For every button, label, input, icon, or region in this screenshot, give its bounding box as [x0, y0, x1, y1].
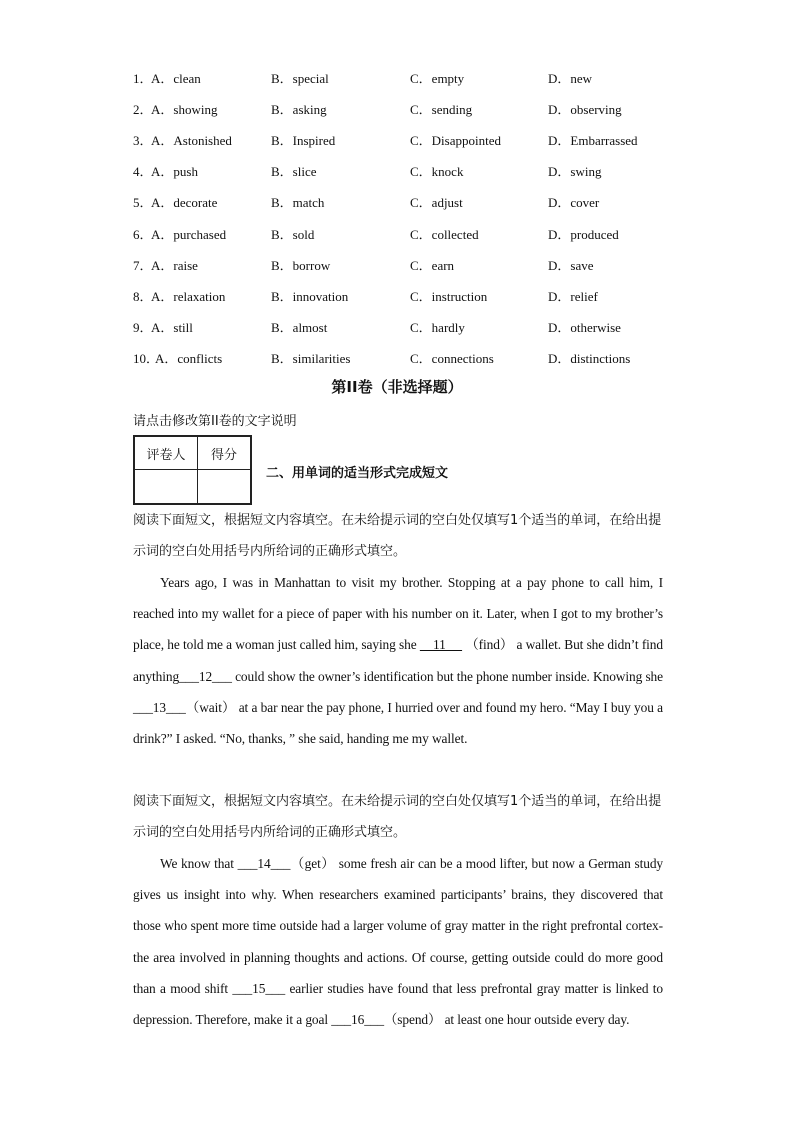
option-row — [133, 224, 693, 244]
option-c[interactable]: C．sending — [410, 102, 473, 118]
passage-1-text: （find） a wallet. But she didn’t find anything — [133, 637, 663, 684]
blank-14[interactable]: ___14___ — [237, 856, 291, 871]
option-b[interactable]: B．borrow — [271, 257, 331, 273]
passage-2-text: （get） some fresh air can be a mood lifter, but now a German study gives us insight into why. When researchers examined participants’ brains, they discovered that those who spent more time outside had a larger volume of gray matter in the right prefrontal cortex-the area involved in planning thoughts and actions. Of course, getting outside could do more good than a mood shift — [133, 856, 664, 996]
option-d[interactable]: D．relief — [548, 288, 598, 304]
question-number: 6． — [133, 226, 153, 242]
passage-2-text: （spend） at least one hour outside every day. — [384, 1012, 630, 1028]
option-c[interactable]: C．connections — [410, 350, 494, 366]
blank-15[interactable]: ___15___ — [232, 980, 286, 996]
question-number: 9． — [133, 319, 153, 335]
passage-1-text: could show the owner’s identification but the phone number inside. Knowing she — [231, 668, 663, 684]
option-a[interactable]: A．showing — [151, 102, 218, 118]
option-b[interactable]: B．special — [271, 71, 329, 86]
option-a[interactable]: A．still — [151, 319, 193, 335]
passage-1-text: Years ago, I was in Manhattan to visit my brother. Stopping at a pay phone to call him, I reached into my wallet for a piece of paper with his number on it. Later, when I got to my brother’s place, he told me a woman just called him, saying she — [133, 575, 663, 653]
option-c[interactable]: C．instruction — [410, 288, 488, 304]
question-number: 3． — [133, 133, 153, 149]
option-row — [133, 317, 693, 337]
score-cell[interactable] — [198, 470, 252, 505]
question-number: 8． — [133, 288, 153, 304]
blank-13[interactable]: ___13___ — [133, 699, 186, 715]
option-b[interactable]: B．match — [271, 195, 325, 211]
reviewer-cell[interactable] — [134, 470, 198, 505]
blank-11[interactable]: 11 — [419, 637, 463, 653]
option-c[interactable]: C．Disappointed — [410, 133, 501, 149]
reviewer-header: 评卷人 — [134, 436, 198, 470]
option-d[interactable]: D．Embarrassed — [548, 133, 638, 149]
blank-12[interactable]: ___12___ — [179, 668, 232, 684]
passage-2 — [133, 848, 663, 1035]
option-a[interactable]: A．purchased — [151, 226, 227, 242]
option-a[interactable]: A．push — [151, 164, 198, 180]
question-number: 1． — [133, 71, 153, 86]
option-row — [133, 99, 693, 119]
option-d[interactable]: D．swing — [548, 164, 602, 180]
option-a[interactable]: A．raise — [151, 257, 198, 273]
option-d[interactable]: D．new — [548, 71, 593, 86]
instruction-1: 阅读下面短文，根据短文内容填空。在未给提示词的空白处仅填写1个适当的单词，在给出提示词的空白处用括号内所给词的正确形式填空。 — [133, 513, 662, 559]
score-table — [133, 435, 252, 505]
instruction-2: 阅读下面短文，根据短文内容填空。在未给提示词的空白处仅填写1个适当的单词，在给出提示词的空白处用括号内所给词的正确形式填空。 — [133, 794, 662, 840]
option-row — [133, 68, 693, 88]
option-a[interactable]: A．relaxation — [151, 288, 226, 304]
option-c[interactable]: C．hardly — [410, 319, 465, 335]
question-number: 2． — [133, 102, 153, 118]
option-c[interactable]: C．empty — [410, 71, 465, 86]
option-d[interactable]: D．distinctions — [548, 350, 631, 366]
score-header: 得分 — [198, 436, 252, 470]
blank-16[interactable]: ___16___ — [331, 1012, 384, 1028]
option-b[interactable]: B．sold — [271, 226, 315, 242]
option-d[interactable]: D．cover — [548, 195, 600, 211]
option-d[interactable]: D．otherwise — [548, 319, 621, 335]
option-row — [133, 130, 693, 150]
option-d[interactable]: D．produced — [548, 226, 619, 242]
option-a[interactable]: A．conflicts — [155, 350, 223, 366]
option-d[interactable]: D．observing — [548, 102, 622, 118]
option-row — [133, 255, 693, 275]
option-c[interactable]: C．collected — [410, 226, 479, 242]
option-b[interactable]: B．Inspired — [271, 133, 336, 149]
option-d[interactable]: D．save — [548, 257, 594, 273]
option-row — [133, 286, 693, 306]
option-c[interactable]: C．adjust — [410, 195, 463, 211]
passage-2-text: We know that — [160, 856, 238, 871]
option-b[interactable]: B．asking — [271, 102, 327, 118]
question-number: 4． — [133, 164, 153, 180]
option-a[interactable]: A．Astonished — [151, 133, 232, 149]
part-title: 二、用单词的适当形式完成短文 — [266, 466, 449, 481]
option-row — [133, 348, 693, 368]
section-note: 请点击修改第II卷的文字说明 — [133, 414, 297, 429]
option-c[interactable]: C．earn — [410, 257, 455, 273]
option-a[interactable]: A．decorate — [151, 195, 218, 211]
question-number: 7． — [133, 257, 153, 273]
option-b[interactable]: B．innovation — [271, 288, 349, 304]
option-b[interactable]: B．slice — [271, 164, 317, 180]
option-a[interactable]: A．clean — [151, 71, 201, 86]
question-number: 10． — [133, 350, 160, 366]
passage-2-text: earlier studies have found that less prefrontal gray matter is linked to depression. Therefore, make it a goal — [133, 980, 663, 1028]
option-row — [133, 161, 693, 181]
option-c[interactable]: C．knock — [410, 164, 464, 180]
passage-1 — [133, 567, 663, 754]
option-b[interactable]: B．similarities — [271, 350, 351, 366]
option-row — [133, 192, 693, 212]
passage-1-text: （wait） at a bar near the pay phone, I hurried over and found my hero. “May I buy you a drink?” I asked. “No, thanks, ” she said, handing me my wallet. — [133, 699, 663, 747]
option-b[interactable]: B．almost — [271, 319, 328, 335]
question-number: 5． — [133, 195, 153, 211]
section-title: 第II卷（非选择题） — [331, 378, 463, 396]
